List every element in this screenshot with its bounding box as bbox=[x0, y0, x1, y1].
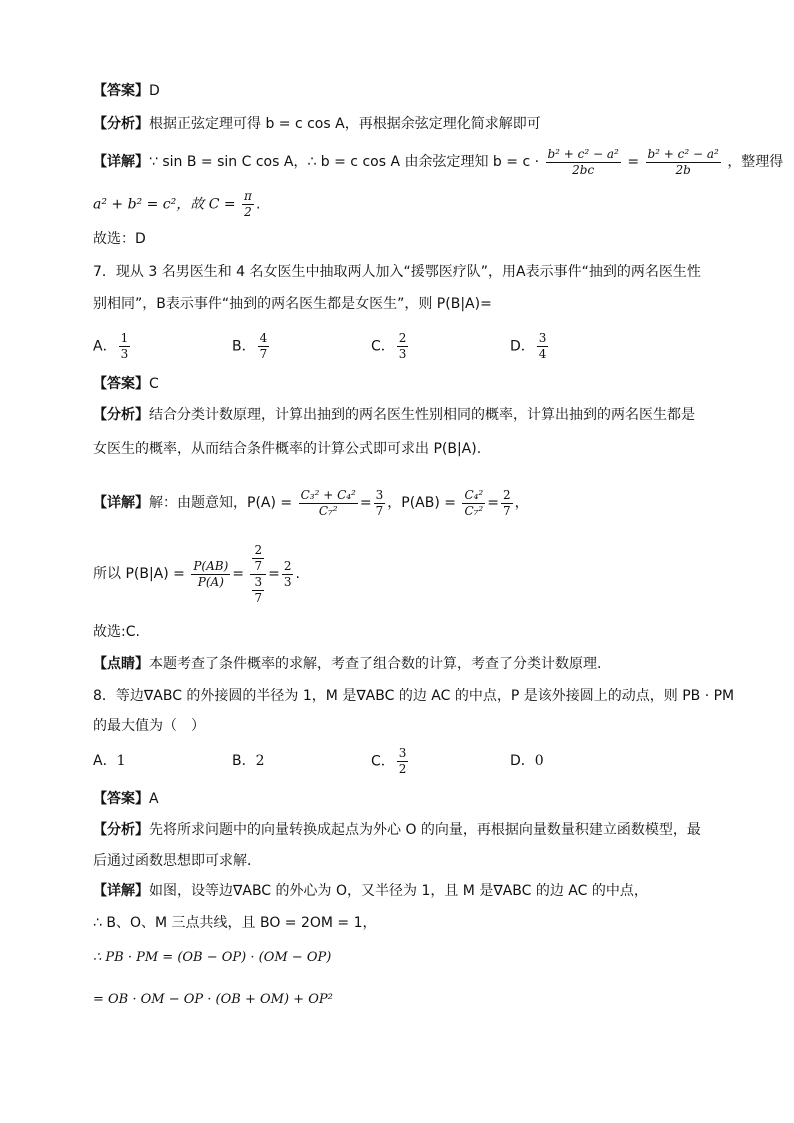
q7-stem-line-2: 别相同”，B表示事件“抽到的两名医生都是女医生”，则 P(B|A)= bbox=[93, 296, 492, 312]
fraction: $\frac{2}{7}$ bbox=[502, 487, 511, 518]
comment-text: 本题考查了条件概率的求解，考查了组合数的计算，考查了分类计数原理. bbox=[149, 656, 602, 672]
option-label: A． bbox=[93, 338, 117, 355]
fraction: $\frac{\text{C₄²}}{\text{C₇²}}$ bbox=[464, 487, 484, 518]
option-value: 2 bbox=[255, 753, 265, 769]
q8-answer-line bbox=[93, 789, 159, 809]
q8-detail-line-2: ∴ B、O、M 三点共线，且 BO = 2OM = 1， bbox=[93, 915, 377, 931]
q8-detail-line-3: ∴ PB · PM = (OB − OP) · (OM − OP) bbox=[93, 950, 332, 965]
detail-text: ， bbox=[514, 495, 529, 511]
option-label: C． bbox=[371, 338, 395, 355]
detail-tag: 【详解】 bbox=[93, 154, 149, 170]
q7-option-d[interactable] bbox=[510, 331, 550, 362]
detail-pre: ∵ sin B = sin C cos A，∴ b = c cos A 由余弦定理知 b = c · bbox=[149, 154, 540, 170]
fraction: $\frac{4}{7}$ bbox=[259, 331, 268, 361]
q8-option-d[interactable] bbox=[510, 751, 544, 771]
analysis-tag: 【分析】 bbox=[93, 822, 149, 838]
fraction: $\frac{1}{3}$ bbox=[120, 331, 129, 361]
q7-conclusion: 故选:C. bbox=[93, 624, 140, 640]
period: . bbox=[255, 196, 261, 213]
comment-tag: 【点睛】 bbox=[93, 656, 149, 672]
equals-sign: = bbox=[627, 154, 640, 170]
option-label: D． bbox=[510, 753, 535, 769]
answer-tag: 【答案】 bbox=[93, 83, 149, 99]
complex-fraction: $\frac{\frac{2}{7}}{\frac{3}{7}}$ bbox=[250, 543, 266, 606]
fraction: $\frac{2}{3}$ bbox=[398, 331, 407, 361]
q8-option-b[interactable] bbox=[232, 751, 265, 771]
detail-text: ，P(AB) = bbox=[387, 495, 456, 511]
q7-stem-line-1: 7．现从 3 名男医生和 4 名女医生中抽取两人加入“援鄂医疗队”，用A表示事件“抽到的两名医生性 bbox=[93, 264, 701, 280]
q6-detail-line-2 bbox=[93, 189, 260, 220]
answer-value: A bbox=[149, 791, 159, 807]
q8-option-c[interactable] bbox=[371, 746, 410, 777]
q7-answer-line bbox=[93, 374, 159, 394]
analysis-text: 根据正弦定理可得 b = c cos A，再根据余弦定理化简求解即可 bbox=[149, 116, 541, 132]
period: . bbox=[295, 566, 300, 582]
q8-analysis-line-2: 后通过函数思想即可求解． bbox=[93, 853, 261, 869]
option-label: D． bbox=[510, 338, 535, 355]
option-value: 1 bbox=[116, 753, 126, 769]
detail-text: 解：由题意知，P(A) = bbox=[149, 495, 293, 511]
fraction: $\frac{\text{C₃² + C₄²}}{\text{C₇²}}$ bbox=[300, 487, 356, 518]
answer-value: D bbox=[149, 83, 160, 99]
detail-post: ，整理得 bbox=[727, 154, 784, 170]
answer-tag: 【答案】 bbox=[93, 791, 149, 807]
option-label: C． bbox=[371, 753, 395, 770]
q7-option-c[interactable] bbox=[371, 331, 410, 362]
option-label: A． bbox=[93, 753, 117, 769]
q7-comment-line bbox=[93, 654, 601, 674]
equation: a² + b² = c²，故 C = bbox=[93, 196, 236, 213]
q8-analysis-line-1 bbox=[93, 820, 701, 840]
detail-tag: 【详解】 bbox=[93, 883, 149, 899]
fraction: $\frac{P(AB)}{P(A)}$ bbox=[193, 558, 229, 589]
q8-detail-line-4: = OB · OM − OP · (OB + OM) + OP² bbox=[93, 992, 333, 1007]
fraction: $\frac{\text{b² + c² − a²}}{2bc}$ bbox=[547, 146, 619, 177]
fraction: $\frac{\pi}{2}$ bbox=[244, 189, 252, 219]
analysis-tag: 【分析】 bbox=[93, 407, 149, 423]
fraction: $\frac{3}{7}$ bbox=[375, 487, 384, 518]
q8-stem-line-2: 的最大值为（ ） bbox=[93, 718, 205, 734]
q8-stem-line-1: 8．等边∇ABC 的外接圆的半径为 1，M 是∇ABC 的边 AC 的中点，P 是该外接圆上的动点，则 PB · PM bbox=[93, 688, 735, 704]
answer-tag: 【答案】 bbox=[93, 376, 149, 392]
q7-option-b[interactable] bbox=[232, 331, 271, 362]
q7-detail-line: 【详解】解：由题意知，P(A) = $\frac{\text{C₃² + C₄²}}{\text{C₇²}}$ = $\frac{3}{7}$ ，P(AB) = $\frac{\text{C₄²}}{\text{C₇²}}$ = $\frac{2}{7}$ ， bbox=[93, 487, 529, 518]
analysis-tag: 【分析】 bbox=[93, 116, 149, 132]
q6-detail-line bbox=[93, 145, 783, 179]
q7-option-a[interactable] bbox=[93, 331, 132, 362]
q7-so-line: 所以 P(B|A) = $\frac{P(AB)}{P(A)}$ = $\frac{\frac{2}{7}}{\frac{3}{7}}$ = $\frac{2}{3}$ . bbox=[93, 542, 300, 605]
q7-analysis-line-1 bbox=[93, 405, 695, 425]
fraction: $\frac{2}{3}$ bbox=[283, 558, 292, 589]
fraction: $\frac{3}{2}$ bbox=[398, 746, 407, 776]
q6-conclusion: 故选：D bbox=[93, 231, 146, 247]
q8-option-a[interactable] bbox=[93, 751, 126, 771]
option-value: 0 bbox=[534, 753, 544, 769]
q7-analysis-line-2: 女医生的概率，从而结合条件概率的计算公式即可求出 P(B|A). bbox=[93, 441, 482, 457]
q8-detail-line-1 bbox=[93, 881, 648, 901]
analysis-text: 先将所求问题中的向量转换成起点为外心 O 的向量，再根据向量数量积建立函数模型，最 bbox=[149, 822, 701, 838]
answer-value: C bbox=[149, 376, 159, 392]
option-label: B． bbox=[232, 338, 256, 355]
fraction: $\frac{\text{b² + c² − a²}}{2b}$ bbox=[647, 146, 719, 177]
option-label: B． bbox=[232, 753, 256, 769]
so-text: 所以 P(B|A) = bbox=[93, 566, 185, 582]
detail-text: 如图，设等边∇ABC 的外心为 O，又半径为 1，且 M 是∇ABC 的边 AC 的中点， bbox=[149, 883, 648, 899]
analysis-text: 结合分类计数原理，计算出抽到的两名医生性别相同的概率，计算出抽到的两名医生都是 bbox=[149, 407, 695, 423]
fraction: $\frac{3}{4}$ bbox=[538, 331, 547, 361]
q6-answer-line bbox=[93, 81, 160, 101]
detail-tag: 【详解】 bbox=[93, 495, 149, 511]
q6-analysis-line bbox=[93, 114, 541, 134]
